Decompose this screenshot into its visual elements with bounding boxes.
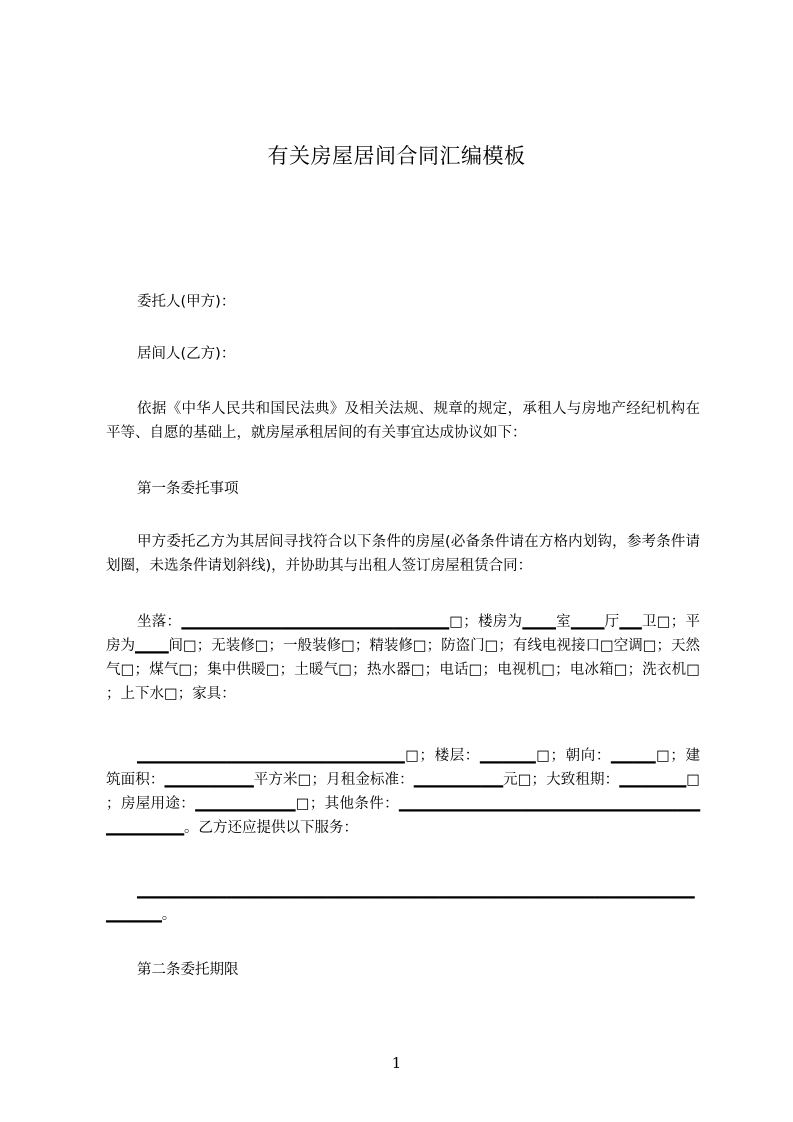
conditions-paragraph-1: 坐落：▁▁▁▁▁▁▁▁▁▁▁▁▁▁▁▁▁▁▁▁▁▁▁▁□；楼房为▁▁▁室▁▁▁厅▁▁卫□；平房为▁▁▁间□；无装修□；一般装修□；精装修□；防盗门□；有线电视接口□空调□；天然气□；煤气□；集中供暖□；土暖气□；热水器□；电话□；电视机□；电冰箱□；洗衣机□；上下水□；家具：	[106, 614, 700, 702]
article-1-heading: 第一条委托事项	[137, 481, 239, 497]
document-title: 有关房屋居间合同汇编模板	[267, 144, 526, 168]
party-b-line: 居间人(乙方)：	[137, 346, 236, 362]
services-line: ▁▁▁▁▁▁▁▁▁▁▁▁▁▁▁▁▁▁▁▁▁▁▁▁▁▁▁▁▁▁▁▁▁▁▁▁▁▁▁▁▁▁▁▁▁▁▁▁▁▁▁▁▁▁▁。	[106, 883, 695, 923]
preamble-paragraph: 依据《中华人民共和国民法典》及相关法规、规章的规定，承租人与房地产经纪机构在平等、自愿的基础上，就房屋承租居间的有关事宜达成协议如下：	[106, 401, 700, 441]
article-2-heading: 第二条委托期限	[137, 962, 239, 978]
page-number: 1	[391, 1054, 402, 1072]
party-a-line: 委托人(甲方)：	[137, 294, 236, 310]
conditions-paragraph-2: ▁▁▁▁▁▁▁▁▁▁▁▁▁▁▁▁▁▁▁▁▁▁▁▁□；楼层：▁▁▁▁▁□；朝向：▁▁▁▁□；建筑面积：▁▁▁▁▁▁▁▁平方米□；月租金标准：▁▁▁▁▁▁▁▁元□；大致租期：▁▁▁▁▁▁□；房屋用途：▁▁▁▁▁▁▁▁▁□；其他条件：▁▁▁▁▁▁▁▁▁▁▁▁▁▁▁▁▁▁▁▁▁▁▁▁▁▁▁▁▁▁▁▁▁▁。乙方还应提供以下服务：	[106, 748, 700, 836]
article-1-intro: 甲方委托乙方为其居间寻找符合以下条件的房屋(必备条件请在方格内划钩，参考条件请划圈，未选条件请划斜线)，并协助其与出租人签订房屋租赁合同：	[106, 534, 700, 574]
